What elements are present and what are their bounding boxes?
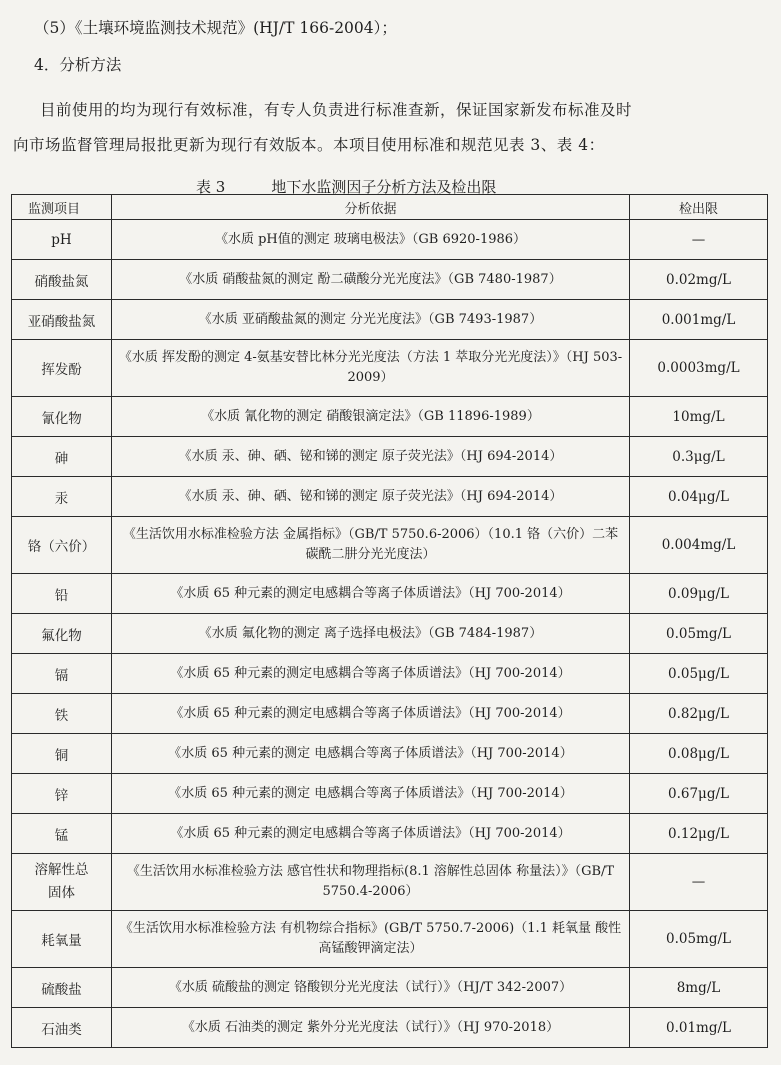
row-limit: 0.12μg/L bbox=[630, 814, 768, 854]
row-limit: 10mg/L bbox=[630, 397, 768, 437]
row-method: 《生活饮用水标准检验方法 金属指标》（GB/T 5750.6-2006）（10.1 铬（六价）二苯碳酰二肼分光光度法） bbox=[112, 517, 630, 574]
row-item: 铁 bbox=[12, 694, 112, 734]
row-item: 砷 bbox=[12, 437, 112, 477]
row-limit: — bbox=[630, 854, 768, 911]
row-limit: 0.01mg/L bbox=[630, 1008, 768, 1048]
header-limit: 检出限 bbox=[630, 195, 768, 220]
row-method: 《水质 氰化物的测定 硝酸银滴定法》（GB 11896-1989） bbox=[112, 397, 630, 437]
row-limit: 0.0003mg/L bbox=[630, 340, 768, 397]
row-limit: 0.08μg/L bbox=[630, 734, 768, 774]
row-limit: 0.02mg/L bbox=[630, 260, 768, 300]
table-row bbox=[12, 477, 768, 517]
table-row bbox=[12, 694, 768, 734]
row-item: 挥发酚 bbox=[12, 340, 112, 397]
table-row bbox=[12, 654, 768, 694]
row-item: 铬（六价） bbox=[12, 517, 112, 574]
row-item: 亚硝酸盐氮 bbox=[12, 300, 112, 340]
table-row bbox=[12, 774, 768, 814]
row-item: pH bbox=[12, 220, 112, 260]
row-item: 锌 bbox=[12, 774, 112, 814]
row-item: 镉 bbox=[12, 654, 112, 694]
row-limit: 0.004mg/L bbox=[630, 517, 768, 574]
row-method: 《水质 汞、砷、硒、铋和锑的测定 原子荧光法》（HJ 694-2014） bbox=[112, 437, 630, 477]
row-limit: 8mg/L bbox=[630, 968, 768, 1008]
row-method: 《水质 pH值的测定 玻璃电极法》（GB 6920-1986） bbox=[112, 220, 630, 260]
row-limit: — bbox=[630, 220, 768, 260]
row-method: 《水质 挥发酚的测定 4-氨基安替比林分光光度法（方法 1 萃取分光光度法）》（HJ 503-2009） bbox=[112, 340, 630, 397]
row-method: 《水质 65 种元素的测定 电感耦合等离子体质谱法》（HJ 700-2014） bbox=[112, 774, 630, 814]
table-row bbox=[12, 734, 768, 774]
row-limit: 0.67μg/L bbox=[630, 774, 768, 814]
header-method: 分析依据 bbox=[112, 195, 630, 220]
row-method: 《水质 石油类的测定 紫外分光光度法（试行）》（HJ 970-2018） bbox=[112, 1008, 630, 1048]
reference-line-5: （5）《土壤环境监测技术规范》(HJ/T 166-2004）； bbox=[34, 19, 397, 37]
row-limit: 0.82μg/L bbox=[630, 694, 768, 734]
row-item: 汞 bbox=[12, 477, 112, 517]
row-method: 《水质 65 种元素的测定 电感耦合等离子体质谱法》（HJ 700-2014） bbox=[112, 734, 630, 774]
row-item: 硫酸盐 bbox=[12, 968, 112, 1008]
table-row bbox=[12, 340, 768, 397]
row-method: 《水质 硫酸盐的测定 铬酸钡分光光度法（试行）》（HJ/T 342-2007） bbox=[112, 968, 630, 1008]
table-row bbox=[12, 968, 768, 1008]
table-row bbox=[12, 437, 768, 477]
row-item: 铜 bbox=[12, 734, 112, 774]
row-method: 《水质 65 种元素的测定电感耦合等离子体质谱法》（HJ 700-2014） bbox=[112, 694, 630, 734]
row-method: 《生活饮用水标准检验方法 有机物综合指标》(GB/T 5750.7-2006)（1.1 耗氧量 酸性高锰酸钾滴定法） bbox=[112, 911, 630, 968]
paragraph-line-2: 向市场监督管理局报批更新为现行有效版本。本项目使用标准和规范见表 3、表 4： bbox=[13, 136, 605, 154]
row-limit: 0.04μg/L bbox=[630, 477, 768, 517]
row-item: 氰化物 bbox=[12, 397, 112, 437]
table-caption-title: 地下水监测因子分析方法及检出限 bbox=[271, 178, 497, 196]
row-method: 《水质 65 种元素的测定电感耦合等离子体质谱法》（HJ 700-2014） bbox=[112, 814, 630, 854]
table-row bbox=[12, 260, 768, 300]
table-row bbox=[12, 614, 768, 654]
row-method: 《水质 汞、砷、硒、铋和锑的测定 原子荧光法》（HJ 694-2014） bbox=[112, 477, 630, 517]
table-row bbox=[12, 854, 768, 911]
section-heading-analysis-methods: 4．分析方法 bbox=[34, 56, 122, 74]
row-method: 《水质 亚硝酸盐氮的测定 分光光度法》（GB 7493-1987） bbox=[112, 300, 630, 340]
table-row bbox=[12, 574, 768, 614]
row-limit: 0.05μg/L bbox=[630, 654, 768, 694]
table-row bbox=[12, 300, 768, 340]
table-row bbox=[12, 911, 768, 968]
row-limit: 0.05mg/L bbox=[630, 911, 768, 968]
row-item: 铅 bbox=[12, 574, 112, 614]
row-item: 耗氧量 bbox=[12, 911, 112, 968]
row-method: 《生活饮用水标准检验方法 感官性状和物理指标(8.1 溶解性总固体 称量法）》（GB/T 5750.4-2006） bbox=[112, 854, 630, 911]
table-row bbox=[12, 397, 768, 437]
row-item: 氟化物 bbox=[12, 614, 112, 654]
row-item: 溶解性总固体 bbox=[12, 854, 112, 911]
row-item: 石油类 bbox=[12, 1008, 112, 1048]
table-row bbox=[12, 220, 768, 260]
table-row bbox=[12, 517, 768, 574]
table-caption-number: 表 3 bbox=[196, 178, 226, 196]
row-limit: 0.3μg/L bbox=[630, 437, 768, 477]
groundwater-methods-table bbox=[11, 194, 768, 1048]
paragraph-line-1: 目前使用的均为现行有效标准，有专人负责进行标准查新，保证国家新发布标准及时 bbox=[40, 101, 633, 119]
table-row bbox=[12, 1008, 768, 1048]
row-method: 《水质 氟化物的测定 离子选择电极法》（GB 7484-1987） bbox=[112, 614, 630, 654]
table-row bbox=[12, 814, 768, 854]
table-header-row bbox=[12, 195, 768, 220]
row-limit: 0.05mg/L bbox=[630, 614, 768, 654]
row-method: 《水质 硝酸盐氮的测定 酚二磺酸分光光度法》（GB 7480-1987） bbox=[112, 260, 630, 300]
row-item: 锰 bbox=[12, 814, 112, 854]
row-method: 《水质 65 种元素的测定电感耦合等离子体质谱法》（HJ 700-2014） bbox=[112, 654, 630, 694]
row-limit: 0.001mg/L bbox=[630, 300, 768, 340]
header-item: 监测项目 bbox=[12, 195, 112, 220]
row-limit: 0.09μg/L bbox=[630, 574, 768, 614]
row-method: 《水质 65 种元素的测定电感耦合等离子体质谱法》（HJ 700-2014） bbox=[112, 574, 630, 614]
row-item: 硝酸盐氮 bbox=[12, 260, 112, 300]
